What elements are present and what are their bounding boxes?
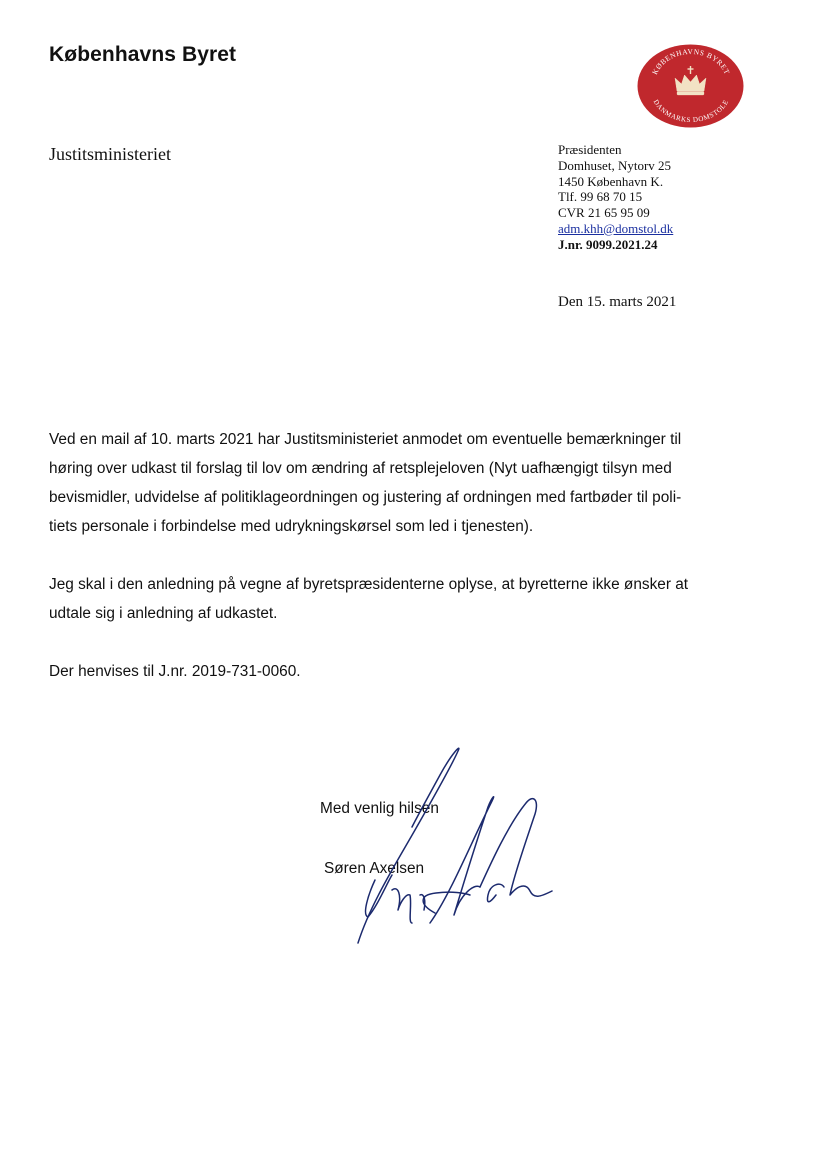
- sender-phone: Tlf. 99 68 70 15: [558, 189, 643, 205]
- body-paragraph-3: [49, 657, 749, 686]
- letter-date: Den 15. marts 2021: [558, 294, 677, 310]
- sender-journal-number: J.nr. 9099.2021.24: [558, 236, 658, 252]
- body-line: udtale sig i anledning af udkastet.: [49, 605, 278, 622]
- body-line: Jeg skal i den anledning på vegne af byretspræsidenterne oplyse, at byretterne ikke ønsker at: [49, 576, 689, 593]
- sender-email-link[interactable]: adm.khh@domstol.dk: [558, 220, 674, 236]
- body-line: høring over udkast til forslag til lov om ændring af retsplejeloven (Nyt uafhængigt tilsyn med: [49, 460, 672, 477]
- body-line: Ved en mail af 10. marts 2021 har Justitsministeriet anmodet om eventuelle bemærkninger til: [49, 431, 682, 448]
- seal-top-text: KØBENHAVNS BYRET: [650, 46, 732, 76]
- sender-address-line-1: Domhuset, Nytorv 25: [558, 157, 672, 173]
- body-paragraph-2: [49, 570, 749, 628]
- letter-body: [49, 425, 749, 686]
- sender-address-line-2: 1450 København K.: [558, 173, 664, 189]
- sender-title: Præsidenten: [558, 142, 622, 157]
- seal-bottom-text: DANMARKS DOMSTOLE: [651, 98, 731, 125]
- body-line: tiets personale i forbindelse med udrykningskørsel som led i tjenesten).: [49, 518, 534, 535]
- sender-cvr: CVR 21 65 95 09: [558, 205, 650, 221]
- court-seal-logo: [637, 44, 744, 128]
- handwritten-signature: [340, 745, 560, 955]
- signer-name: Søren Axelsen: [324, 860, 425, 877]
- closing-greeting: Med venlig hilsen: [320, 800, 439, 817]
- body-paragraph-1: [49, 425, 749, 541]
- court-name: Københavns Byret: [49, 43, 237, 66]
- sender-block: [558, 142, 673, 253]
- body-line: bevismidler, udvidelse af politiklageordningen og justering af ordningen med fartbøder til poli-: [49, 489, 682, 506]
- recipient: Justitsministeriet: [49, 144, 172, 164]
- body-line: Der henvises til J.nr. 2019-731-0060.: [49, 663, 301, 680]
